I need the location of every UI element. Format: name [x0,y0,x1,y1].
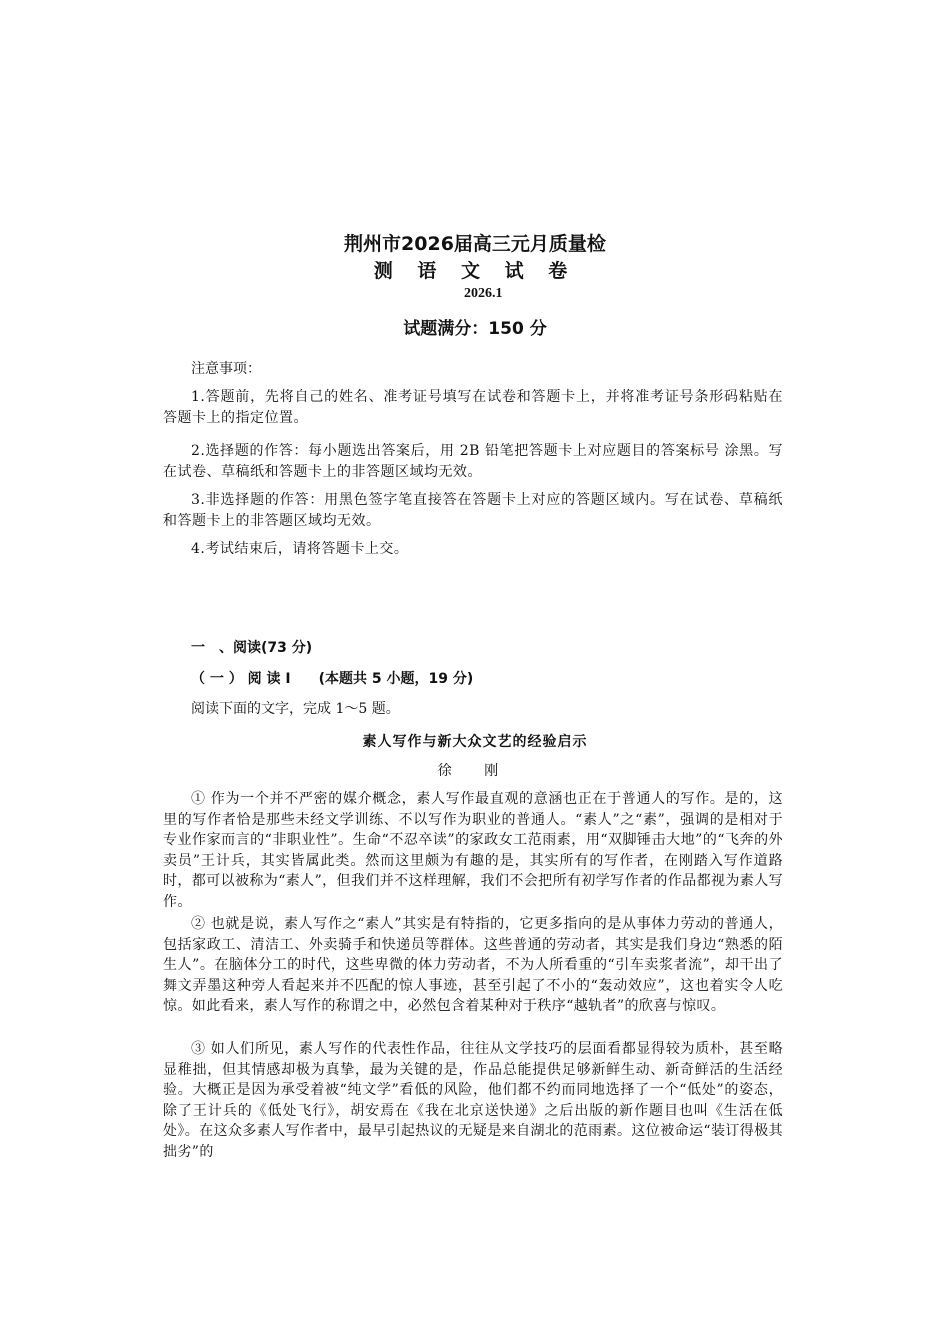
notice-heading: 注意事项： [191,361,261,377]
notice-item-2: 2.选择题的作答：每小题选出答案后，用 2B 铅笔把答题卡上对应题目的答案标号 涂黑。写在试卷、草稿纸和答题卡上的非答题区域均无效。 [163,443,783,480]
article-paragraph-1: ① 作为一个并不严密的媒介概念，素人写作最直观的意涵也正在于普通人的写作。是的，这里的写作者恰是那些未经文学训练、不以写作为职业的普通人。“素人”之“素”，强调的是相对于专业作家而言的“非职业性”。生命“不忍卒读”的家政女工范雨素，用“双脚锤击大地”的“飞奔的外卖员”王计兵，其实皆属此类。然而这里颇为有趣的是，其实所有的写作者，在刚踏入写作道路时，都可以被称为“素人”，但我们并不这样理解，我们不会把所有初学写作者的作品都视为素人写作。 [163,791,783,910]
full-score: 试题满分：150 分 [403,319,547,339]
exam-date: 2026.1 [464,286,503,301]
article-author: 徐 刚 [437,763,513,779]
article-paragraph-2: ② 也就是说，素人写作之“素人”其实是有特指的，它更多指向的是从事体力劳动的普通人，包括家政工、清洁工、外卖骑手和快递员等群体。这些普通的劳动者，其实是我们身边“熟悉的陌生人”。在脑体分工的时代，这些卑微的体力劳动者，不为人所看重的“引车卖浆者流”，却干出了舞文弄墨这种旁人看起来并不匹配的惊人事迹，甚至引起了不小的“轰动效应”，这也着实令人吃惊。如此看来，素人写作的称谓之中，必然包含着某种对于秩序“越轨者”的欣喜与惊叹。 [163,916,783,1015]
notice-item-4: 4.考试结束后，请将答题卡上交。 [191,541,409,557]
notice-item-1: 1.答题前，先将自己的姓名、准考证号填写在试卷和答题卡上，并将准考证号条形码粘贴在答题卡上的指定位置。 [163,389,783,426]
article-title: 素人写作与新大众文艺的经验启示 [362,734,588,750]
exam-title-line2: 测 语 文 试 卷 [373,260,577,282]
reading-instruction: 阅读下面的文字，完成 1～5 题。 [191,701,400,717]
exam-title-line1: 荆州市2026届高三元月质量检 [344,233,606,255]
article-paragraph-3: ③ 如人们所见，素人写作的代表性作品，往往从文学技巧的层面看都显得较为质朴，甚至略显稚拙，但其情感却极为真挚，最为关键的是，作品总能提供足够新鲜生动、新奇鲜活的生活经验。大概正是因为承受着被“纯文学”看低的风险，他们都不约而同地选择了一个“低处”的姿态，除了王计兵的《低处飞行》，胡安焉在《我在北京送快递》之后出版的新作题目也叫《生活在低处》。在这众多素人写作者中，最早引起热议的无疑是来自湖北的范雨素。这位被命运“装订得极其拙劣”的 [163,1041,783,1160]
section-heading: 一 、阅读(73 分) [191,640,313,656]
subsection-heading: （ 一 ） 阅 读 I (本题共 5 小题，19 分) [191,671,474,687]
notice-item-3: 3.非选择题的作答：用黑色签字笔直接答在答题卡上对应的答题区域内。写在试卷、草稿纸和答题卡上的非答题区域均无效。 [163,492,783,529]
